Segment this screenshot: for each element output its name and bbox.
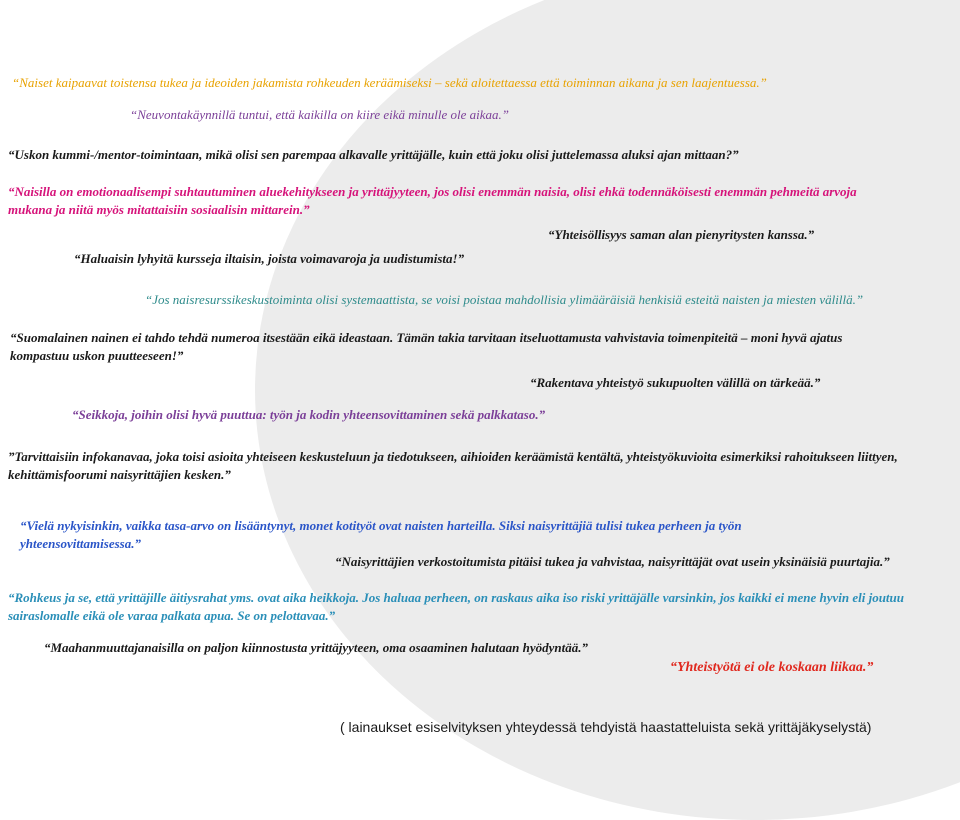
source-note: ( lainaukset esiselvityksen yhteydessä tehdyistä haastatteluista sekä yrittäjäkyselystä)	[340, 719, 872, 735]
quote-neuvontakaynti: “Neuvontakäynnillä tuntui, että kaikilla on kiire eikä minulle ole aikaa.”	[130, 107, 509, 122]
quote-yhteisollisyys: “Yhteisöllisyys saman alan pienyritysten kanssa.”	[548, 227, 815, 242]
quote-rakentava-yhteistyo: “Rakentava yhteistyö sukupuolten välillä on tärkeää.”	[530, 375, 821, 390]
quote-maahanmuuttajanaiset: “Maahanmuuttajanaisilla on paljon kiinnostusta yrittäjyyteen, oma osaaminen halutaan hyödyntää.”	[44, 640, 588, 655]
quote-kummi-mentor: “Uskon kummi-/mentor-toimintaan, mikä olisi sen parempaa alkavalle yrittäjälle, kuin että joku olisi juttelemassa aluksi ajan mittaan?”	[8, 147, 739, 162]
quote-emotionaalisempi: “Naisilla on emotionaalisempi suhtautuminen aluekehitykseen ja yrittäjyyteen, jos olisi enemmän naisia, olisi ehkä todennäköisesti enemmän pehmeitä arvoja mukana ja niitä myös mitattaisiin sosiaalisin mittarein.”	[8, 184, 857, 217]
quote-naiset-kaipaavat: “Naiset kaipaavat toistensa tukea ja ideoiden jakamista rohkeuden keräämiseksi – sekä aloitettaessa että toiminnan aikana ja sen laajentuessa.”	[12, 75, 767, 90]
quote-naisresurssikeskus: “Jos naisresurssikeskustoiminta olisi systemaattista, se voisi poistaa mahdollisia ylimääräisiä henkisiä esteitä naisten ja miesten välillä.”	[145, 292, 864, 307]
quote-verkostoituminen: “Naisyrittäjien verkostoitumista pitäisi tukea ja vahvistaa, naisyrittäjät ovat usein yksinäisiä puurtajia.”	[335, 554, 890, 569]
quote-suomalainen-nainen: “Suomalainen nainen ei tahdo tehdä numeroa itsestään eikä ideastaan. Tämän takia tarvitaan itseluottamusta vahvistavia toimenpiteitä – moni hyvä ajatus kompastuu uskon puutteeseen!”	[10, 330, 843, 363]
quote-infokanava: ”Tarvittaisiin infokanavaa, joka toisi asioita yhteiseen keskusteluun ja tiedotukseen, aihioiden keräämistä kentältä, yhteistyökuvioita esimerkiksi rahoitukseen liittyen, kehittämisfoorumi naisyrittäjien kesken.”	[8, 449, 898, 482]
quote-kotityot: “Vielä nykyisinkin, vaikka tasa-arvo on lisääntynyt, monet kotityöt ovat naisten harteilla. Siksi naisyrittäjiä tulisi tukea perheen ja työn yhteensovittamisessa.”	[20, 518, 742, 551]
quote-seikkoja: “Seikkoja, joihin olisi hyvä puuttua: työn ja kodin yhteensovittaminen sekä palkkataso.”	[72, 407, 546, 422]
quote-rohkeus-aitiysrahat: “Rohkeus ja se, että yrittäjille äitiysrahat yms. ovat aika heikkoja. Jos haluaa perheen, on raskaus aika iso riski yrittäjälle varsinkin, jos kaikki ei mene hyvin eli joutuu sairaslomalle eikä ole varaa palkata apua. Se on pelottavaa.”	[8, 590, 904, 623]
quote-yhteistyota: “Yhteistyötä ei ole koskaan liikaa.”	[670, 660, 874, 675]
quote-lyhyita-kursseja: “Haluaisin lyhyitä kursseja iltaisin, joista voimavaroja ja uudistumista!”	[74, 251, 465, 266]
